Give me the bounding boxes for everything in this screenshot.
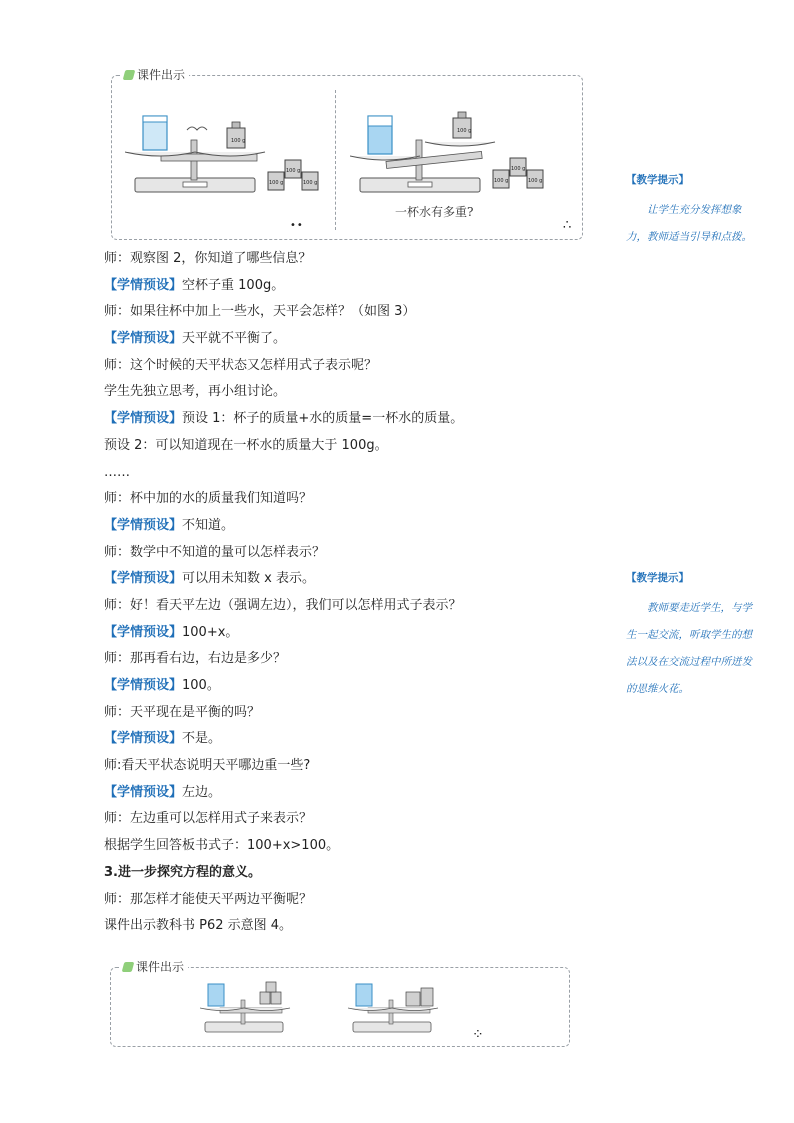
balance-figure-3 — [350, 100, 550, 200]
text-line: 师:看天平状态说明天平哪边重一些? — [104, 758, 311, 774]
figure-4-number: ⁘ — [472, 1027, 485, 1043]
svg-text:100 g: 100 g — [457, 128, 472, 134]
teaching-tip-title: 【教学提示】 — [626, 174, 689, 186]
text-line: 师：天平现在是平衡的吗？ — [104, 704, 261, 720]
text-line: 【学情预设】空杯子重 100g。 — [104, 277, 285, 293]
svg-text:100 g: 100 g — [269, 180, 284, 186]
text-line: 【学情预设】左边。 — [104, 784, 222, 800]
teaching-tip-2 — [626, 570, 756, 703]
courseware-title-bottom: 课件出示 — [119, 958, 188, 975]
tag-icon — [123, 70, 136, 80]
teaching-tip-1 — [626, 172, 756, 251]
svg-text:100 g: 100 g — [511, 166, 526, 172]
teaching-tip-body: 让学生充分发挥想象力，教师适当引导和点拨。 — [626, 204, 752, 243]
text-line: 师：那再看右边，右边是多少？ — [104, 651, 287, 667]
text-line: 学生先独立思考，再小组讨论。 — [104, 384, 287, 400]
text-line: 【学情预设】不知道。 — [104, 517, 235, 533]
text-line: 课件出示教科书 P62 示意图 4。 — [104, 918, 293, 934]
text-line: 师：这个时候的天平状态又怎样用式子表示呢？ — [104, 357, 378, 373]
section-heading: 3.进一步探究方程的意义。 — [104, 864, 261, 880]
svg-text:100 g: 100 g — [303, 180, 318, 186]
svg-text:100 g: 100 g — [494, 178, 509, 184]
text-line: 【学情预设】天平就不平衡了。 — [104, 331, 287, 347]
text-line: 师：那怎样才能使天平两边平衡呢？ — [104, 891, 313, 907]
balance-figure-2 — [125, 100, 325, 200]
text-line: …… — [104, 464, 130, 480]
text-line: 【学情预设】不是。 — [104, 731, 222, 747]
tag-icon — [122, 962, 135, 972]
text-line: 【学情预设】可以用未知数 x 表示。 — [104, 571, 315, 587]
text-line: 师：好！看天平左边（强调左边），我们可以怎样用式子表示？ — [104, 597, 462, 613]
courseware-box-bottom — [110, 967, 570, 1047]
teaching-tip-title: 【教学提示】 — [626, 572, 689, 584]
figure-2-number: •• — [290, 220, 304, 231]
svg-text:100 g: 100 g — [286, 168, 301, 174]
text-line: 师：杯中加的水的质量我们知道吗？ — [104, 491, 313, 507]
text-line: 师：数学中不知道的量可以怎样表示？ — [104, 544, 326, 560]
text-line: 师：左边重可以怎样用式子来表示？ — [104, 811, 313, 827]
text-line: 根据学生回答板书式子：100+x>100。 — [104, 838, 340, 854]
teaching-tip-body: 教师要走近学生，与学生一起交流，听取学生的想法以及在交流过程中所迸发的思维火花。 — [626, 602, 752, 695]
figure-divider — [335, 90, 336, 230]
text-line: 【学情预设】100。 — [104, 678, 220, 693]
text-line: 师：如果往杯中加上一些水，天平会怎样？（如图 3） — [104, 304, 416, 320]
figure-3-number: ∴ — [563, 218, 573, 233]
courseware-title-top: 课件出示 — [120, 66, 189, 83]
balance-figure-4a — [200, 978, 300, 1038]
svg-text:100 g: 100 g — [528, 178, 543, 184]
text-line: 预设 2：可以知道现在一杯水的质量大于 100g。 — [104, 437, 388, 453]
figure-3-caption: 一杯水有多重? — [395, 205, 474, 219]
lesson-dialogue — [104, 246, 594, 940]
text-line: 师：观察图 2，你知道了哪些信息？ — [104, 251, 312, 266]
balance-figure-4b — [348, 978, 448, 1038]
text-line: 【学情预设】100+x。 — [104, 624, 239, 640]
text-line: 【学情预设】预设 1：杯子的质量+水的质量=一杯水的质量。 — [104, 411, 464, 427]
svg-text:100 g: 100 g — [231, 138, 246, 144]
